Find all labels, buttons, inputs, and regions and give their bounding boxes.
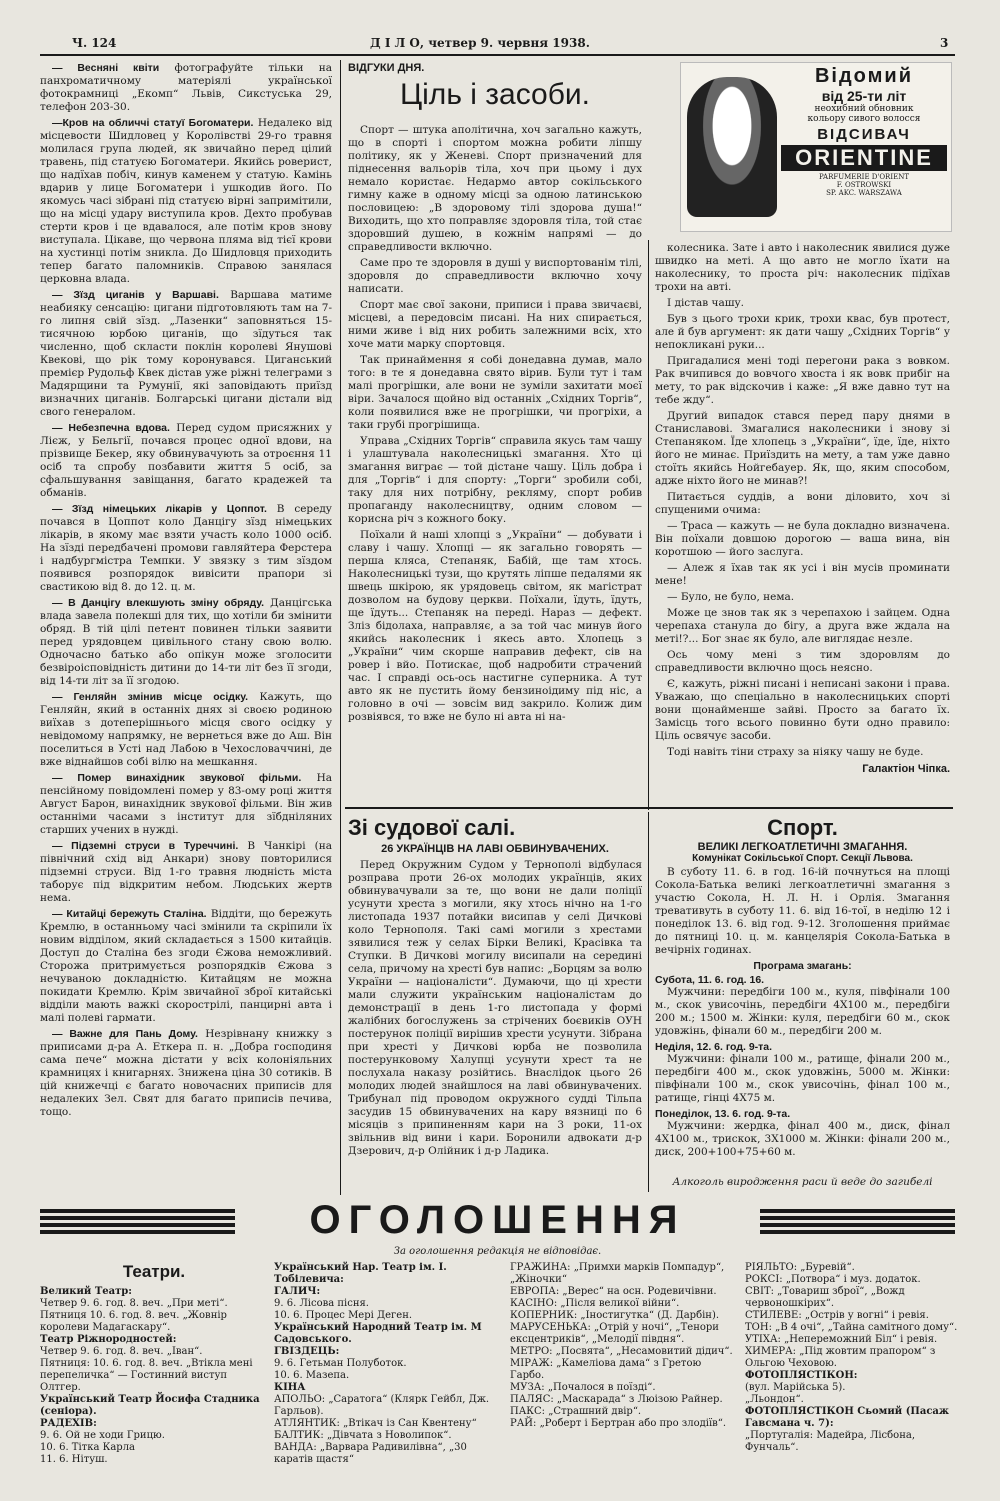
article-paragraph: І дістав чашу. bbox=[667, 297, 744, 309]
sport-communique: Комунікат Сокільської Спорт. Секції Львова. bbox=[692, 853, 913, 864]
newspaper-masthead-line: Д І Л О, четвер 9. червня 1938. bbox=[370, 36, 590, 50]
news-brief-text: фотографуйте тільки на панхроматичному матеріялі української фотокрамниці „Екомп“ Львів, Сикстуська 29, телефон 203-30. bbox=[40, 62, 332, 113]
sport-subtitle: ВЕЛИКІ ЛЕГКОАТЛЕТИЧНІ ЗМАГАННЯ. bbox=[697, 841, 908, 853]
article-paragraph: Спорт — штука аполітична, хоч загально кажуть, що в спорті і спортом можна робити ліпшу політику, як у Женеві. Спорт призначений для піднесення вальорів тіла, хоч при цьому і дух немало користає. Недармо автор сокільського гимну каже в одному місці за одною латинською пословицею: „В здоровому тілі здорова душа!“ Виходить, що хто поправляє здоровля тіла, той стає здоровший душею, в кожнім напрямі — до справедливости включно. bbox=[348, 124, 642, 253]
listing-line: 10. 6. Мазепа. bbox=[274, 1370, 350, 1381]
listing-line: 11. 6. Нітуш. bbox=[40, 1454, 108, 1465]
listing-line: СВІТ: „Товариш зброї“, „Вожд червоношкірих“. bbox=[745, 1286, 905, 1309]
listing-line: ПАКС: „Страшний двір“. bbox=[510, 1406, 642, 1417]
listing-line: АПОЛЬО: „Саратога“ (Клярк Гейбл, Дж. Гарльов). bbox=[274, 1394, 490, 1417]
article-paragraph: Пригадалися мені тоді перегони рака з вовком. Рак вчипився до вовчого хвоста і як вовк прибіг на мету, то рак відскочив і каже: „Я вже давно тут на тебе жду“. bbox=[655, 355, 950, 406]
sport-section-title: Спорт. bbox=[767, 815, 838, 840]
listings-col-3 bbox=[510, 1262, 738, 1430]
listing-line: ПАЛЯС: „Маскарада“ з Люізою Райнер. bbox=[510, 1394, 723, 1405]
news-brief bbox=[40, 62, 332, 114]
article-paragraph: Може це знов так як з черепахою і зайцем. Одна черепаха станула до бігу, а друга вже ждала на меті!?... Бог знає як було, але виглядає незле. bbox=[655, 607, 950, 645]
news-brief bbox=[40, 597, 332, 688]
news-column-left bbox=[40, 62, 332, 1192]
article-paragraph: колесника. Зате і авто і наколесник явилися дуже швидко на меті. А що авто не могло їхати на наколеснику, то проста річ: наколесник підїхав трохи на авті. bbox=[655, 242, 950, 293]
listing-line: 10. 6. Процес Мері Деген. bbox=[274, 1310, 413, 1321]
news-brief-text: Данцігська влада завела полекші для тих, що хотіли би змінити обряд. В тій цілі петент повинен тільки заявити перед урядовцем цивільного стану свою волю. Одночасно батько або опікун може зголосити безвіроісповідність дитини до 14-ти літ без її згоди, від 14-ти літ за її згодою. bbox=[40, 597, 332, 687]
news-brief-text: Кажуть, що Генляйн, який в останніх днях зі своєю родиною виїхав з дотеперішнього місця свого осідку у невідомому напрямку, не вернеться вже до Аш. Він поселиться в Усті над Лабою в Чехословаччині, де вже віднайшов собі вілю на мешкання. bbox=[40, 691, 332, 768]
news-brief-title: — В Данцігу влекшують зміну обряду. bbox=[52, 597, 265, 609]
news-brief-title: — Генляйн змінив місце осідку. bbox=[52, 691, 249, 703]
news-brief bbox=[40, 289, 332, 419]
listing-line: РОКСІ: „Потвора“ і муз. додаток. bbox=[745, 1274, 921, 1285]
ad-desc-2: кольору сивого волосся bbox=[807, 114, 921, 124]
court-section-title: Зі судової салі. bbox=[348, 815, 516, 840]
listing-line: УТІХА: „Непереможний Біл“ і ревія. bbox=[745, 1334, 938, 1345]
ad-since: від 25-ти літ bbox=[821, 88, 907, 104]
news-brief-text: Незрівнану книжку з приписами д-ра А. Еткера п. н. „Добра господиня сама печe“ можна дістати у всіх колоніяльних крамницях і книгарнях. Знижена ціна 30 сотиків. В цій книжечці є багато новочасних приписів для недалеких Зел. Свят для багато приписів печива, тощо. bbox=[40, 1028, 332, 1118]
listing-line: Четвер 9. 6. год. 8. веч. „Іван“. bbox=[40, 1346, 203, 1357]
listing-line: КАСІНО: „Після великої війни“. bbox=[510, 1298, 680, 1309]
ad-maker-city: SP. AKC. WARSZAWA bbox=[826, 189, 902, 197]
listing-line: Великий Театр: bbox=[40, 1286, 132, 1297]
news-brief bbox=[40, 422, 332, 500]
article-paragraph: Так принаймення я собі донедавна думав, мало того: в те я донедавна свято вірив. Були тут і там малі прогрішки, але вони не зуміли захитати моєї віри. Зачалося щойно від останніх „Східних Торгів“, коли появилися вже не прогрішки, чи прогріхи, а таки грубі прогрішища. bbox=[348, 354, 642, 431]
news-brief-title: — Помер винахідник звукової фільми. bbox=[52, 772, 302, 784]
listing-line: Пятниця 10. 6. год. 8. веч. „Жовнір королеви Мадагаскару“. bbox=[40, 1310, 227, 1333]
article-paragraph: Питається суддів, а вони діловито, хоч зі спущеними очима: bbox=[655, 491, 950, 516]
article-title: Ціль і засоби. bbox=[399, 78, 591, 111]
listing-line: „Льондон“. bbox=[745, 1394, 804, 1405]
program-events: Мужчини: фінали 100 м., ратище, фінали 200 м., передбіги 400 м., скок удовжінь, 5000 м. Жінки: півфінали 100 м., скок увисочінь, фінал 100 м., ратище, гінці 4Х75 м. bbox=[655, 1053, 950, 1104]
article-paragraph: Є, кажуть, ріжні писані і неписані закони і права. Уважаю, що спеціально в наколесницьких спорті вони щонайменше зайві. Просто за багато їх. Замісць того всього повинно бути одно правило: Ціль освячує засоби. bbox=[655, 678, 950, 742]
ad-maker: PARFUMERIE D'ORIENT bbox=[818, 173, 909, 181]
article-paragraph: Спорт має свої закони, приписи і права звичаєві, місцеві, а передовсім писані. На них спирається, ними живе і від них робить залежними всіх, хто хоче мати марку спортовця. bbox=[348, 299, 642, 350]
listing-line: МЕТРО: „Посвята“, „Несамовитий дідич“. bbox=[510, 1346, 733, 1357]
listing-line: ВАНДА: „Варвара Радивилівна“, „30 каратів щастя“ bbox=[274, 1442, 467, 1465]
news-brief bbox=[40, 503, 332, 594]
listing-line: ГРАЖИНА: „Примхи марків Помпадур“, „Жіночки“ bbox=[510, 1262, 725, 1285]
announcements-title: ОГОЛОШЕННЯ bbox=[309, 1198, 686, 1242]
column-divider-left bbox=[340, 60, 341, 1195]
sport-program-title: Програма змагань: bbox=[753, 960, 852, 972]
listing-line: (вул. Марійська 5). bbox=[745, 1382, 846, 1393]
theatres-heading: Театри. bbox=[122, 1262, 186, 1281]
article-body-continued bbox=[655, 242, 950, 759]
listing-line: ЕВРОПА: „Верес“ на осн. Родевичівни. bbox=[510, 1286, 717, 1297]
court-subtitle: 26 УКРАЇНЦІВ НА ЛАВІ ОБВИНУВАЧЕНИХ. bbox=[381, 843, 609, 855]
ad-headline: Відомий bbox=[814, 65, 914, 87]
news-brief-text: Варшава матиме неабияку сенсацію: цигани підготовляють там на 7-го липня свій зїзд. „Лазенки“ заповняться 15-тисячною юрбою циганів, що зїдуться так численно, щоб скласти поклін королеві Янушові Квекові, що рік тому коронувався. Циганський премієр Рудольф Квек дістав уже ріжні телеграми з Мадярщини та Румунії, які заповідають приїзд визначних циганів. Болгарські цигани дістали від свого генералом. bbox=[40, 289, 332, 418]
listing-line: ФОТОПЛЯСТІКОН Сьомий (Пасаж Гавсмана ч. 7): bbox=[745, 1406, 950, 1429]
article-paragraph: Був з цього трохи крик, трохи квас, був протест, але й був аргумент: як дати чашу „Східних Торгів“ у непокликані руки... bbox=[655, 313, 950, 351]
orientine-advertisement bbox=[680, 62, 952, 232]
listing-line: ХИМЕРА: „Під жовтим прапором“ з Ольгою Чеховою. bbox=[745, 1346, 936, 1369]
news-brief-title: — Китайці бережуть Сталіна. bbox=[52, 908, 207, 920]
news-brief-title: — Небезпечна вдова. bbox=[52, 422, 170, 434]
ad-maker-name: F. OSTROWSKI bbox=[836, 181, 892, 189]
article-body bbox=[348, 124, 642, 724]
news-brief-text: В Чанкірі (на північний схід від Анкари) знову повторилися підземні струси. Від 1-го травня людність міста таборує під відкритим небом. Людських жертв нема. bbox=[40, 840, 332, 904]
ad-brand-logo: ORIENTINE bbox=[781, 145, 947, 171]
news-brief bbox=[40, 840, 332, 905]
column-divider-court-sport bbox=[648, 812, 649, 1192]
article-paragraph: Управа „Східних Торгів“ справила якусь там чашу і улаштувала наколесницькі змагання. Хто ці змагання виграє — той дістане чашу. Ціль добра і для „Торгів“ і для спорту: „Торги“ зробили собі, таку для них потрібну, рекляму, спорт робив пропаганду наколесництву, одним словом — корисна річ з кожного боку. bbox=[348, 435, 642, 525]
listing-line: ГАЛИЧ: bbox=[274, 1286, 321, 1297]
news-brief-title: — Зїзд циганів у Варшаві. bbox=[52, 289, 219, 301]
listings-col-2 bbox=[274, 1262, 502, 1466]
listing-line: 10. 6. Тітка Карла bbox=[40, 1442, 136, 1453]
listing-line: МУЗА: „Почалося в поїзді“. bbox=[510, 1382, 656, 1393]
article-paragraph: — Було, не було, нема. bbox=[667, 591, 795, 603]
listing-line: МАРУСЕНЬКА: „Отрій у ночі“, „Тенори ексцентриків“, „Мелодії півдня“. bbox=[510, 1322, 719, 1345]
program-day: Субота, 11. 6. год. 16. bbox=[655, 974, 765, 986]
news-brief bbox=[40, 772, 332, 837]
article-signature: Галактіон Чіпка. bbox=[862, 763, 950, 775]
listing-line: 9. 6. Гетьман Полуботок. bbox=[274, 1358, 407, 1369]
opinion-article-continued bbox=[655, 242, 950, 802]
program-events: Мужчини: передбіги 100 м., куля, півфінали 100 м., скок увисочінь, передбіги 4Х100 м., передбіги 200 м.; 1500 м. Жінки: куля, передбіги 60 м., скок удовжінь, фінали 60 м., передбіги 200 м. bbox=[655, 986, 950, 1037]
listing-line: СТИЛЕВЕ: „Острів у вогні“ і ревія. bbox=[745, 1310, 929, 1321]
listing-line: Театр Ріжнородностей: bbox=[40, 1334, 177, 1345]
news-brief bbox=[40, 908, 332, 1025]
header-rule bbox=[40, 54, 955, 56]
listing-line: РАДЕХІВ: bbox=[40, 1418, 97, 1429]
news-brief bbox=[40, 1028, 332, 1119]
news-brief-text: Віддіти, що бережуть Кремлю, в останньому часі змінили та скріпили їх новим відділом, який складається з 1500 китайців. Доступ до Сталіна без згоди Єжова неможливий. Сторожа притримується розпорядків Єжова з нечуваною докладністю. Китайцям не можна покидати Кремлю. Крім звичайної зброї китайські відділи мають важкі скорострілі, панцирні авта і малі полеві гармати. bbox=[40, 908, 332, 1024]
listing-line: Український Театр Йосифа Стадника (сеніора). bbox=[40, 1394, 260, 1417]
news-brief bbox=[40, 691, 332, 769]
listing-line: 9. 6. Лісова пісня. bbox=[274, 1298, 369, 1309]
program-day: Понеділок, 13. 6. год. 9-та. bbox=[655, 1108, 791, 1120]
listing-line: Український Нар. Театр ім. І. Тобілевича: bbox=[274, 1262, 447, 1285]
sport-program bbox=[655, 974, 950, 1159]
listing-line: МІРАЖ: „Камеліова дама“ з Гретою Гарбо. bbox=[510, 1358, 702, 1381]
page-number-left: Ч. 124 bbox=[72, 36, 117, 50]
news-brief-title: —Кров на обличчі статуї Богоматери. bbox=[52, 117, 254, 129]
listing-line: БАЛТИК: „Дівчата з Новолипок“. bbox=[274, 1430, 452, 1441]
sport-news bbox=[655, 815, 950, 1175]
listing-line: ФОТОПЛЯСТІКОН: bbox=[745, 1370, 858, 1381]
article-paragraph: Ось чому мені з тим здоровлям до справедливости включно щось неясно. bbox=[655, 649, 950, 674]
listing-line: Четвер 9. 6. год. 8. веч. „При меті“. bbox=[40, 1298, 228, 1309]
listing-line: РІЯЛЬТО: „Буревій“. bbox=[745, 1262, 855, 1273]
woman-portrait-image bbox=[687, 77, 777, 217]
program-events: Мужчини: жердка, фінал 400 м., диск, фінал 4Х100 м., трискок, 3Х1000 м. Жінки: фінали 200 м., диск, 200+100+75+60 м. bbox=[655, 1120, 950, 1158]
listing-line: 9. 6. Ой не ходи Грицю. bbox=[40, 1430, 165, 1441]
ad-desc-1: неохибний обновник bbox=[814, 104, 914, 114]
column-divider-right bbox=[648, 240, 649, 810]
news-brief-text: Недалеко від місцевости Шидловец у Королівстві 29-го травня молилася група людей, як звичайно перед цілий травень, під статуєю Богоматери. Якийсь роверист, що надїхав побіч, кинув каменем у статую. Камінь вдарив у лице Богоматери і ушкодив його. По якомусь часі зібрані під статуєю вірні запримітили, що на місці удару виступила кров. Дехто пробував стерти кров і це вдавалося, але потім кров знову виступала. Цікаве, що червона пляма від тієї крови на хустинці потім зникла. До Шидловця приходить тепер багато паломників. Справою занялася церковна влада. bbox=[40, 117, 332, 285]
article-paragraph: Тоді навіть тіни страху за ніяку чашу не будe. bbox=[667, 746, 924, 758]
news-brief-text: Перед судом присяжних у Лієж, у Бельгії, почався процес одної вдови, на прізвище Бекер, яку обвинувачують за отроєння 11 осіб та спробу позбавити життя 5 осіб, за сфальшування завіщання, багато крадежей та обманів. bbox=[40, 422, 332, 499]
listing-line: „Португалія: Мадейра, Лісбона, Фунчаль“. bbox=[745, 1430, 915, 1453]
announcements-disclaimer: За оголошення редакція не відповідає. bbox=[393, 1246, 602, 1257]
news-brief-title: — Важне для Пань Дому. bbox=[52, 1028, 198, 1040]
news-brief-title: — Підземні струси в Туреччині. bbox=[52, 840, 239, 852]
listing-line: АТЛЯНТИК: „Втікач із Сан Квентену“ bbox=[274, 1418, 477, 1429]
news-brief-text: На пенсійному повідомлені помер у 83-ому році життя Август Барон, винахідник звукової фільми. Він жив останніми часами з інститут для зїбдніляних старших учених в нужді. bbox=[40, 772, 332, 836]
program-day: Неділя, 12. 6. год. 9-та. bbox=[655, 1041, 773, 1053]
news-brief-text: В середу почався в Цоппот коло Данцігу зїзд німецьких лікарів, в якому має взяти участь коло 1000 осіб. На зїзді передбачені промови гавляйтера Ферстера і надбургмістра Темпки. У звязку з тим зїздом появився розпорядок вивісити прапори зі свастикою від 8. до 12. ц. м. bbox=[40, 503, 332, 593]
news-brief-title: — Весняні квіти bbox=[52, 62, 160, 74]
article-kicker: ВІДГУКИ ДНЯ. bbox=[348, 62, 425, 74]
sport-intro: В суботу 11. 6. в год. 16-ій почнуться на площі Сокола-Батька великі легкоатлетичні змагання з участю Сокола, Н. Л. Н. і Орлія. Змагання тревативуть в суботу 11. 6. від 16-тої, в неділю 12 і понеділок 13. 6. від год. 9-12. Зголошення приймає до пятниці 10. ц. м. канцелярія Сокола-Батька в вечірніх годинах. bbox=[655, 866, 950, 956]
article-paragraph: Поїхали й наші хлопці з „України“ — добувати і славу і чашу. Хлопці — як загально говорять — перша кляса, Степаняк, Бабій, ще там хтось. Наколесницькі тузи, що крутять ліпше педалями як швець шкірою, як урядовець світом, як магістрат дозволом на будову церкви. Поїхали, їдуть, їдуть, ще їдуть... Степаняк на переді. Нараз — дефект. Зліз бідолаха, направляє, а за той час минув його якийсь наколесник і якесь авто. Хлопець з „України“ чим скорше направив дефект, сів на ровер і вйо. Потискає, щоб надробити страчений час. І справді ось-ось настигне суперника. А тут авто як не пустить йому бензиноідиму під ніс, а головно в очі — зовсім вид закрило. Колиж дим розвіявся, то вже не було ні авта ні на- bbox=[348, 529, 642, 723]
ad-product-type: ВІДСИВАЧ bbox=[817, 126, 911, 143]
listing-line: КІНА bbox=[274, 1382, 306, 1393]
banner-stripes-right bbox=[760, 1206, 955, 1237]
news-brief-title: — Зїзд німецьких лікарів у Цоппот. bbox=[52, 503, 267, 515]
listing-line: КОПЕРНИК: „Іностигутка“ (Д. Дарбін). bbox=[510, 1310, 720, 1321]
court-news bbox=[348, 815, 642, 1195]
banner-stripes-left bbox=[40, 1206, 235, 1237]
listing-line: ГВІЗДЕЦЬ: bbox=[274, 1346, 340, 1357]
court-body: Перед Окружним Судом у Тернополі відбулася розправа проти 26-ох молодих українців, яких обвинувачували за те, що вони не дали поліції усунути хреста з могили, яку хтось нічно на 1-го листопада 1937 потайки висипав у селі Дичкові коло Тернополя. Такі самі могили з хрестами зявилися теж у селах Бірки Великі, Красівка та Ступки. В Дичкові могилу висипали на середині села, причому на хресті був напис: „Борцям за волю України — націоналісти“. Думаючи, що ці хрести мали служити українським націоналістам до демонстрації в день 1-го листопада у формі жалібних богослужень за стрічених боєвиків ОУН постерунок поліції вирішив хрести усунути. Зібрана при хресті у Дичкові юрба не позволила постерунковому Халупці усунути хрест та не послухала наказу розійтись. Внаслідок цього 26 молодих людей знайшлося на лаві обвинувачених. Трибунал під проводом окружного судді Тільпа засудив 15 обвинувачених на кару вязниці по 6 місяців з припиненням кари на 3 роки, 11-ох звільнив від вини і кари. Боронили адвокати д-р Дзерович, д-р Олійник і д-р Ладика. bbox=[348, 859, 642, 1157]
listing-line: Український Народний Театр ім. М Садовського. bbox=[274, 1322, 482, 1345]
listing-line: РАЙ: „Роберт і Бертран або про злодіїв“. bbox=[510, 1418, 727, 1429]
listing-line: Пятниця: 10. 6. год. 8. веч. „Втікла мені перепеличка“ — Гостинний виступ Олтгер. bbox=[40, 1358, 253, 1393]
section-rule bbox=[345, 807, 953, 809]
listings-col-4 bbox=[745, 1262, 960, 1454]
article-paragraph: — Алеж я їхав так як усі і він мусів проминати мене! bbox=[655, 562, 950, 587]
article-paragraph: Другий випадок стався перед пару днями в Станиславові. Змагалися наколесники і знову зі Степаняком. Їде хлопець з „України“, їде, їде, ніхто його не минає. Приїздить на мету, а там уже давно стоїть якийсь Нойгебауер. Як, що, яким способом, адже ніхто його не минав?! bbox=[655, 410, 950, 487]
listings-col-1 bbox=[40, 1262, 268, 1466]
news-brief bbox=[40, 117, 332, 286]
article-paragraph: — Траса — кажуть — не була докладно визначена. Він поїхали довшою дорогою — ваша вина, він коротшою — його заслуга. bbox=[655, 520, 950, 558]
page-number-right: 3 bbox=[940, 36, 949, 50]
article-paragraph: Саме про те здоровля в душі у виспортованім тілі, здоровля до справедливости включно хочу написати. bbox=[348, 257, 642, 295]
opinion-article bbox=[348, 62, 642, 802]
sport-footer-slogan: Алкоголь виродження раси й веде до загибелі bbox=[672, 1176, 933, 1188]
listing-line: ТОН: „В 4 очі“, „Тайна самітного дому“. bbox=[745, 1322, 958, 1333]
